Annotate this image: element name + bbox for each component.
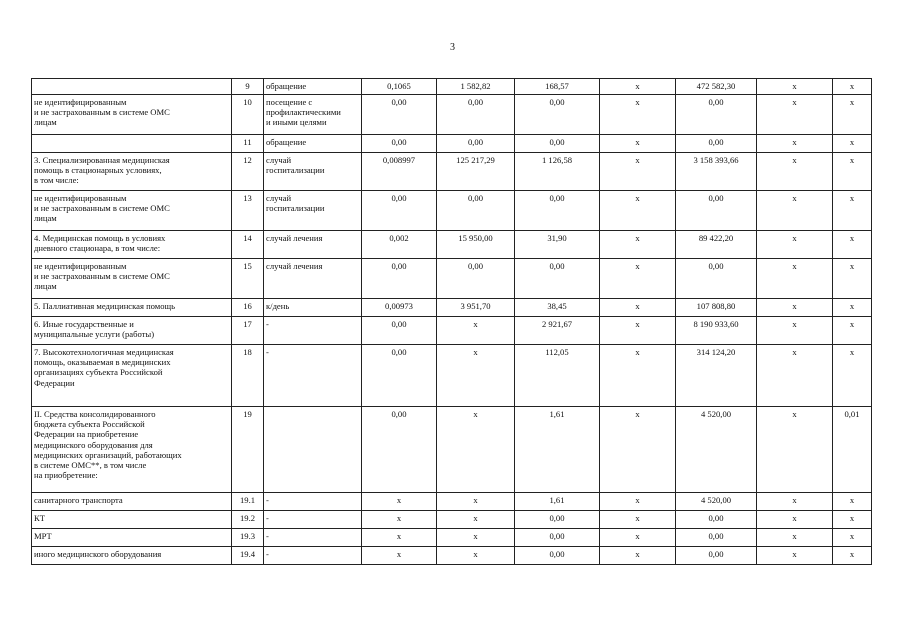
page-number: 3	[450, 42, 455, 53]
cell-total-budget: 8 190 933,60	[676, 317, 757, 345]
table-row	[32, 135, 872, 153]
row-number: 15	[232, 259, 264, 299]
table-row	[32, 95, 872, 135]
cell-per-capita-budget: 2 921,67	[515, 317, 600, 345]
table-row	[32, 493, 872, 511]
cell-total-oms: х	[757, 79, 833, 95]
cell-per-capita-oms: х	[600, 153, 676, 191]
row-unit: случай лечения	[264, 259, 362, 299]
row-name: иного медицинского оборудования	[32, 547, 232, 565]
cell-per-capita-budget: 0,00	[515, 191, 600, 231]
cell-cost-norm: х	[437, 547, 515, 565]
row-unit: обращение	[264, 135, 362, 153]
cell-total-oms: х	[757, 95, 833, 135]
cell-cost-norm: 15 950,00	[437, 231, 515, 259]
cell-cost-norm: 0,00	[437, 259, 515, 299]
row-number: 19.2	[232, 511, 264, 529]
cell-per-capita-budget: 1,61	[515, 407, 600, 493]
cell-total-budget: 0,00	[676, 511, 757, 529]
cell-cost-norm: 3 951,70	[437, 299, 515, 317]
cell-per-capita-oms: х	[600, 345, 676, 407]
row-number: 11	[232, 135, 264, 153]
cell-share: х	[833, 191, 872, 231]
row-number: 19	[232, 407, 264, 493]
cell-total-budget: 107 808,80	[676, 299, 757, 317]
row-unit	[264, 407, 362, 493]
cell-total-budget: 4 520,00	[676, 493, 757, 511]
row-name: санитарного транспорта	[32, 493, 232, 511]
table-row	[32, 191, 872, 231]
cell-per-capita-budget: 0,00	[515, 135, 600, 153]
cell-share: х	[833, 299, 872, 317]
row-name: не идентифицированным и не застрахованным в системе ОМС лицам	[32, 95, 232, 135]
table-body	[32, 79, 872, 565]
row-unit: случай лечения	[264, 231, 362, 259]
cell-cost-norm: 125 217,29	[437, 153, 515, 191]
cell-per-capita-oms: х	[600, 299, 676, 317]
cell-per-capita-budget: 112,05	[515, 345, 600, 407]
table-row	[32, 317, 872, 345]
cell-total-budget: 472 582,30	[676, 79, 757, 95]
table-row	[32, 345, 872, 407]
cell-per-capita-oms: х	[600, 511, 676, 529]
cell-per-capita-budget: 0,00	[515, 547, 600, 565]
cell-cost-norm: х	[437, 511, 515, 529]
row-unit: случай госпитализации	[264, 191, 362, 231]
row-name: КТ	[32, 511, 232, 529]
cell-total-budget: 3 158 393,66	[676, 153, 757, 191]
cell-total-oms: х	[757, 493, 833, 511]
cell-total-budget: 0,00	[676, 529, 757, 547]
cell-share: х	[833, 259, 872, 299]
cell-volume-norm: 0,002	[362, 231, 437, 259]
cell-per-capita-budget: 0,00	[515, 95, 600, 135]
table-row	[32, 407, 872, 493]
row-unit: -	[264, 511, 362, 529]
row-unit: -	[264, 317, 362, 345]
row-name: 6. Иные государственные и муниципальные услуги (работы)	[32, 317, 232, 345]
cell-share: х	[833, 135, 872, 153]
cell-total-oms: х	[757, 317, 833, 345]
cell-share: х	[833, 529, 872, 547]
cell-total-oms: х	[757, 407, 833, 493]
cell-per-capita-budget: 168,57	[515, 79, 600, 95]
cell-total-oms: х	[757, 231, 833, 259]
table-row	[32, 153, 872, 191]
row-number: 12	[232, 153, 264, 191]
table-row	[32, 231, 872, 259]
row-name: не идентифицированным и не застрахованным в системе ОМС лицам	[32, 259, 232, 299]
row-number: 19.1	[232, 493, 264, 511]
table-row	[32, 529, 872, 547]
table-row	[32, 299, 872, 317]
row-unit: обращение	[264, 79, 362, 95]
cell-volume-norm: 0,00	[362, 95, 437, 135]
table-row	[32, 511, 872, 529]
cell-total-budget: 4 520,00	[676, 407, 757, 493]
cell-cost-norm: х	[437, 317, 515, 345]
cell-per-capita-oms: х	[600, 95, 676, 135]
cell-share: х	[833, 153, 872, 191]
cell-volume-norm: 0,008997	[362, 153, 437, 191]
cell-total-budget: 314 124,20	[676, 345, 757, 407]
table-row	[32, 547, 872, 565]
cell-share: х	[833, 547, 872, 565]
cell-total-budget: 0,00	[676, 95, 757, 135]
row-number: 19.3	[232, 529, 264, 547]
cell-volume-norm: 0,00	[362, 407, 437, 493]
row-number: 17	[232, 317, 264, 345]
cell-share: х	[833, 79, 872, 95]
row-number: 18	[232, 345, 264, 407]
cell-per-capita-oms: х	[600, 231, 676, 259]
cell-total-budget: 89 422,20	[676, 231, 757, 259]
row-number: 10	[232, 95, 264, 135]
cell-total-oms: х	[757, 259, 833, 299]
cell-per-capita-oms: х	[600, 317, 676, 345]
cell-per-capita-oms: х	[600, 135, 676, 153]
row-name: 3. Специализированная медицинская помощь в стационарных условиях, в том числе:	[32, 153, 232, 191]
row-name: II. Средства консолидированного бюджета субъекта Российской Федерации на приобретение медицинского оборудования для медицинских организаций, работающих в системе ОМС**, в том числе на приобретение:	[32, 407, 232, 493]
table-row	[32, 259, 872, 299]
cell-volume-norm: 0,00	[362, 135, 437, 153]
cell-volume-norm: х	[362, 493, 437, 511]
cell-per-capita-budget: 31,90	[515, 231, 600, 259]
cell-total-budget: 0,00	[676, 135, 757, 153]
cell-total-budget: 0,00	[676, 547, 757, 565]
row-unit: случай госпитализации	[264, 153, 362, 191]
cell-total-oms: х	[757, 191, 833, 231]
row-unit: -	[264, 493, 362, 511]
cell-cost-norm: х	[437, 529, 515, 547]
row-unit: посещение с профилактическими и иными целями	[264, 95, 362, 135]
cell-volume-norm: х	[362, 547, 437, 565]
cell-per-capita-budget: 38,45	[515, 299, 600, 317]
row-name	[32, 135, 232, 153]
row-unit: -	[264, 345, 362, 407]
cell-share: х	[833, 493, 872, 511]
cell-total-oms: х	[757, 153, 833, 191]
cell-total-oms: х	[757, 299, 833, 317]
cell-cost-norm: 0,00	[437, 95, 515, 135]
cell-cost-norm: х	[437, 407, 515, 493]
cell-per-capita-oms: х	[600, 191, 676, 231]
cell-cost-norm: 0,00	[437, 135, 515, 153]
row-name: не идентифицированным и не застрахованным в системе ОМС лицам	[32, 191, 232, 231]
row-name: МРТ	[32, 529, 232, 547]
cell-per-capita-oms: х	[600, 493, 676, 511]
cell-share: х	[833, 511, 872, 529]
cell-per-capita-budget: 1 126,58	[515, 153, 600, 191]
row-name: 7. Высокотехнологичная медицинская помощь, оказываемая в медицинских организациях субъекта Российской Федерации	[32, 345, 232, 407]
cell-share: х	[833, 345, 872, 407]
cell-per-capita-budget: 0,00	[515, 511, 600, 529]
cell-volume-norm: 0,00973	[362, 299, 437, 317]
row-number: 13	[232, 191, 264, 231]
cell-per-capita-oms: х	[600, 529, 676, 547]
cell-cost-norm: х	[437, 493, 515, 511]
cell-volume-norm: 0,00	[362, 259, 437, 299]
cell-total-oms: х	[757, 135, 833, 153]
row-unit: -	[264, 529, 362, 547]
cell-total-oms: х	[757, 529, 833, 547]
row-unit: к/день	[264, 299, 362, 317]
cell-volume-norm: 0,00	[362, 191, 437, 231]
cell-total-oms: х	[757, 547, 833, 565]
budget-table	[31, 78, 872, 565]
cell-share: 0,01	[833, 407, 872, 493]
row-number: 16	[232, 299, 264, 317]
cell-volume-norm: 0,00	[362, 345, 437, 407]
row-unit: -	[264, 547, 362, 565]
row-number: 9	[232, 79, 264, 95]
cell-per-capita-oms: х	[600, 259, 676, 299]
row-number: 19.4	[232, 547, 264, 565]
cell-cost-norm: 0,00	[437, 191, 515, 231]
cell-cost-norm: 1 582,82	[437, 79, 515, 95]
cell-per-capita-oms: х	[600, 407, 676, 493]
cell-total-budget: 0,00	[676, 191, 757, 231]
cell-total-budget: 0,00	[676, 259, 757, 299]
cell-volume-norm: 0,1065	[362, 79, 437, 95]
cell-per-capita-budget: 1,61	[515, 493, 600, 511]
row-name: 4. Медицинская помощь в условиях дневного стационара, в том числе:	[32, 231, 232, 259]
cell-total-oms: х	[757, 511, 833, 529]
row-name	[32, 79, 232, 95]
cell-per-capita-oms: х	[600, 547, 676, 565]
cell-volume-norm: 0,00	[362, 317, 437, 345]
table-row	[32, 79, 872, 95]
cell-per-capita-oms: х	[600, 79, 676, 95]
cell-share: х	[833, 95, 872, 135]
cell-per-capita-budget: 0,00	[515, 259, 600, 299]
cell-share: х	[833, 231, 872, 259]
cell-volume-norm: х	[362, 511, 437, 529]
row-number: 14	[232, 231, 264, 259]
row-name: 5. Паллиативная медицинская помощь	[32, 299, 232, 317]
cell-per-capita-budget: 0,00	[515, 529, 600, 547]
cell-total-oms: х	[757, 345, 833, 407]
cell-cost-norm: х	[437, 345, 515, 407]
cell-share: х	[833, 317, 872, 345]
cell-volume-norm: х	[362, 529, 437, 547]
